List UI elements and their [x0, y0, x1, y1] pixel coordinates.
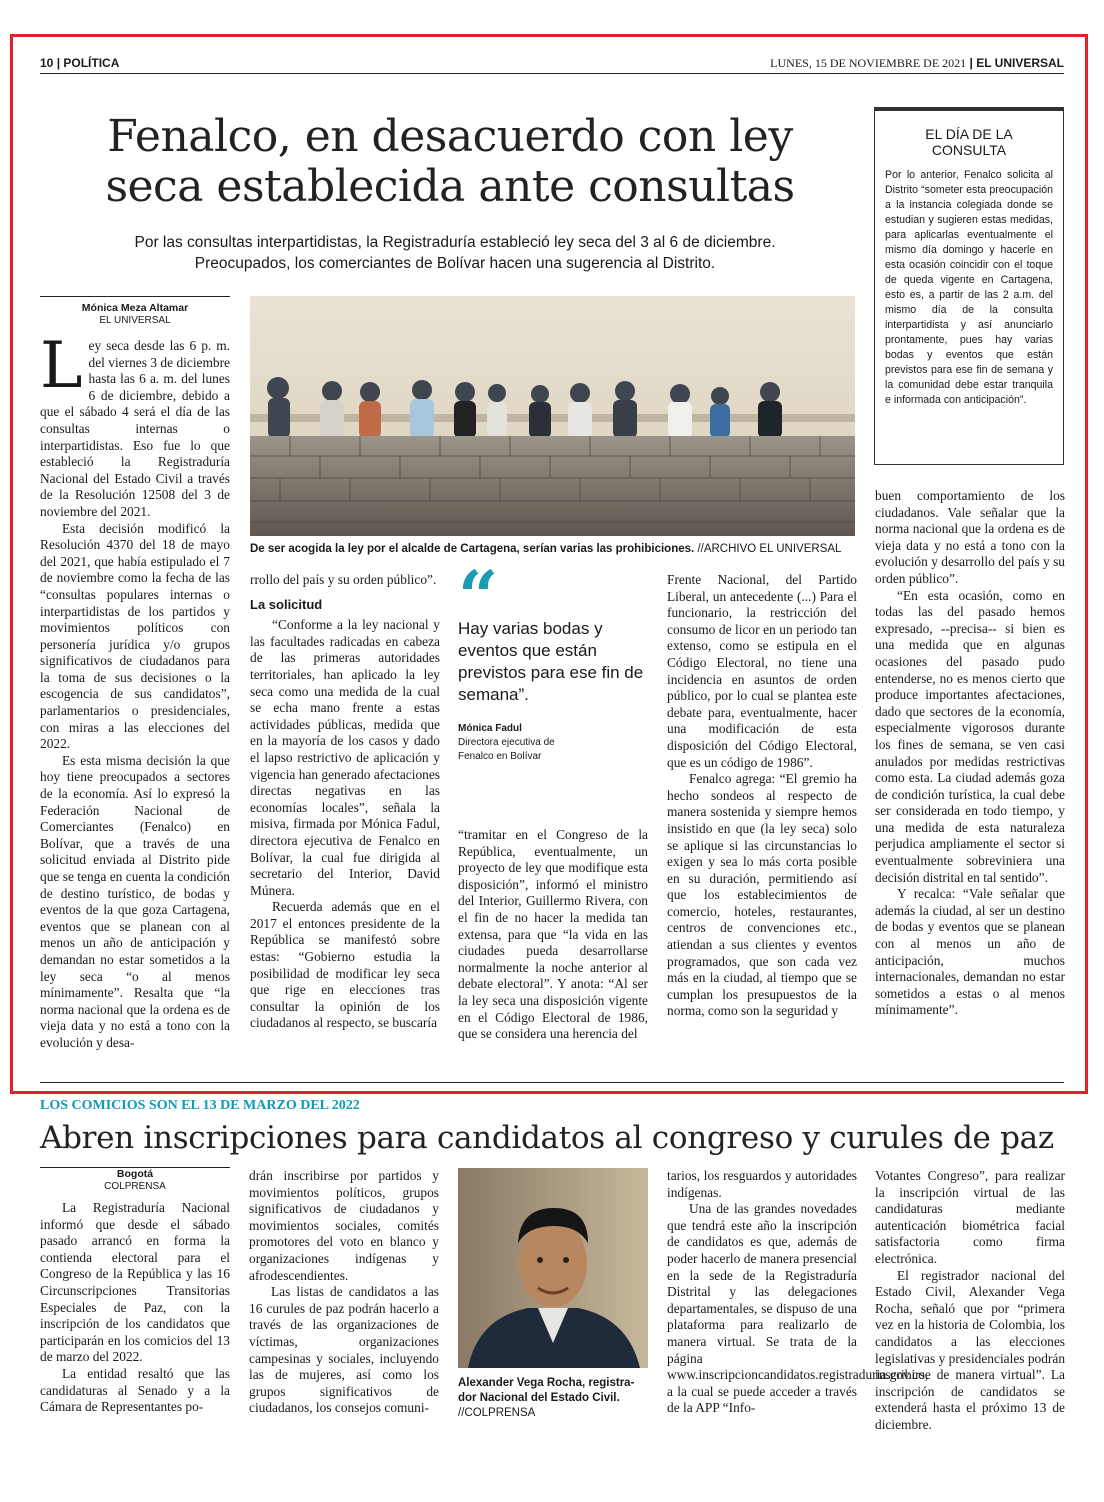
paragraph: Votantes Congreso”, para realizar la inscripción virtual de las candidaturas mediante autenticación biométrica facial satisfactoria como firma electrónica.	[875, 1168, 1065, 1266]
quote-mark-icon: “	[458, 555, 499, 638]
paragraph: Una de las grandes novedades que tendrá este año la inscripción de candidatos es que, además de poder hacerlo de manera presencial en la sede de la Registraduría Distrital y las delegaciones departamentales, se dispuso de una plataforma para realizarlo de manera virtual. Se trata de la página www.inscripcioncandidatos.registraduria.gov.co, a la cual se puede acceder a través de la APP “Info-	[667, 1201, 929, 1416]
caption-text: De ser acogida la ley por el alcalde de Cartagena, serían varias las prohibiciones.	[250, 543, 695, 555]
dateline: Bogotá	[116, 1168, 154, 1180]
drop-cap: L	[40, 329, 83, 403]
article-headline	[40, 112, 860, 212]
photo-credit: //ARCHIVO EL UNIVERSAL	[697, 543, 842, 555]
paragraph: “Conforme a la ley nacional y las facultades radicadas en cabeza de las primeras autoridades territoriales, han aplicado la ley seca como una medida de la cual se echa mano frente a estas actividades públicas, medida que en la mayoría de los casos y dado el lapso restrictivo de aplicación y vigencia han generado afectaciones directas negativas en las economías locales”, señala la misiva, firmada por Mónica Fadul, directora ejecutiva de Fenalco en Bolívar, la cual fue dirigida al secretario del Interior, David Múnera.	[250, 617, 440, 898]
paragraph: Las listas de candidatos a las 16 curules de paz podrán hacerlo a través de las organizaciones de víctimas, organizaciones campesinas y sociales, incluyendo las de mujeres, así como los grupos significativos de ciudadanos, los consejos comuni-	[249, 1284, 439, 1416]
byline-rule	[40, 296, 230, 297]
subheading: La solicitud	[250, 596, 323, 612]
sidebar-body: Por lo anterior, Fenalco solicita al Distrito “someter esta preocupación a la instancia colegiada donde se estudian y sugieren estas medidas, para aplicarlas eventualmente el mismo día domingo y hacerle en esta ocasión coincidir con el toque de queda vigente en Cartagena, esto es, a partir de las 2 a.m. del mismo día de la consulta interpartidista y así anunciarlo prontamente, pues hay varias bodas y eventos que están previstos para ese fin de semana y la comunidad debe estar tranquila e informada con anticipación”.	[885, 169, 1053, 406]
issue-date: LUNES, 15 DE NOVIEMBRE DE 2021	[770, 56, 967, 70]
dek-line-2: Preocupados, los comerciantes de Bolívar hacen una sugerencia al Distrito.	[194, 255, 716, 272]
paragraph: “tramitar en el Congreso de la República, eventualmente, un proyecto de ley que modifique esta disposición”, informó el ministro del Interior, Guillermo Rivera, con el fin de no hacer la medida tan extensa, para que “la vida en las ciudades pueda desarrollarse normalmente la noche anterior al debate electoral”. Y anota: “Al ser la ley seca una disposición vigente en el Código Electoral de 1986, que se considera una herencia del	[458, 827, 648, 1042]
running-header-right: LUNES, 15 DE NOVIEMBRE DE 2021 | EL UNIVERSAL	[770, 56, 1064, 70]
quote-role-2: Fenalco en Bolívar	[458, 751, 542, 762]
article-column-4	[667, 572, 857, 1020]
sidebar-box	[874, 107, 1064, 465]
running-header-left: 10 | POLÍTICA	[40, 56, 120, 70]
paragraph: Esta decisión modificó la Resolución 4370 del 18 de mayo del 2021, que había estipulado el 7 de noviembre como la fecha de las “consultas populares internas o interpartidistas de los partidos y movimientos políticos con personería jurídica y/o grupos significativos de ciudadanos para la toma de sus decisiones o la escogencia de sus candidatos”, parlamentarios o presidenciales, con miras a las elecciones del 2022.	[40, 520, 230, 752]
quote-role-1: Directora ejecutiva de	[458, 737, 555, 748]
paragraph: La Registraduría Nacional informó que desde el sábado pasado arrancó en forma la contienda electoral para el Congreso de la República y las 16 Circunscripciones Transitorias Especiales de Paz, con la inscripción de los candidatos que participarán en los comicios del 13 de marzo del 2022.	[40, 1200, 230, 1365]
quote-name: Mónica Fadul	[458, 723, 522, 734]
beach-wall-photo	[250, 296, 855, 536]
paragraph: Fenalco agrega: “El gremio ha hecho sondeos al respecto de manera sostenida y siempre hemos insistido en que (la ley seca) solo se aplique si las circunstancias lo exigen y sea lo más corta posible en su duración, permitiendo así que los establecimientos de comercio, hoteles, restaurantes, centros de convenciones etc., atiendan a sus clientes y eventos programados, que son cada vez más en la ciudad, al tiempo que se cumplan los presupuestos de la norma, como son la seguridad y	[667, 771, 857, 1019]
article2-headline: Abren inscripciones para candidatos al congreso y curules de paz	[40, 1120, 1054, 1156]
header-rule	[40, 73, 1064, 74]
paragraph: “En esta ocasión, como en todas las del pasado hemos expresado, --precisa-- si bien es una medida que en algunas ocasiones del pasado pudo entenderse, no es menos cierto que produce importantes afectaciones, dado que sectores de la economía, especialmente vigorosos durante los fines de semana, se ven casi anulados por medidas restrictivas como esta. La ciudad además goza de condición turística, la cual debe ser considerada en todo tiempo, y una medida de esta naturaleza perjudica ampliamente el sector si eventualmente sobreviniera una decisión distrital en tal sentido”.	[875, 587, 1065, 885]
paragraph: Y recalca: “Vale señalar que además la ciudad, al ser un destino de bodas y eventos que se planean con al menos un año de anticipación, muchos internacionales, demandan no estar sometidos a estas o al menos mínimamente”.	[875, 886, 1065, 1018]
article2-column-4	[667, 1168, 929, 1417]
byline-2	[40, 1168, 230, 1193]
page-number: 10	[40, 56, 54, 70]
paragraph: Frente Nacional, del Partido Liberal, un antecedente (...) Para el funcionario, la restricción del consumo de licor en un periodo tan extenso, como se estipula en el Código Electoral, no tiene una incidencia en asuntos de orden público, por lo cual se plantea este debate para, eventualmente, hacer una modificación de esta disposición del Código Electoral, que es un código de 1986”.	[667, 572, 857, 770]
pull-quote	[458, 555, 648, 764]
sidebar-title	[875, 126, 1063, 158]
sidebar-title-line-1: EL DÍA DE LA	[925, 126, 1013, 142]
article-dek	[40, 232, 870, 274]
dek-line-1: Por las consultas interpartidistas, la Registraduría estableció ley seca del 3 al 6 de diciembre.	[134, 234, 776, 251]
section-name: POLÍTICA	[63, 56, 120, 70]
quote-attribution	[458, 722, 648, 764]
paragraph: Es esta misma decisión la que hoy tiene preocupados a sectores de la economía. Así lo expresó la Federación Nacional de Comerciantes (Fenalco) en Bolívar, que a través de una solicitud enviada al Distrito pide que se tenga en cuenta la condición de destino turístico, de bodas y eventos de la que goza Cartagena, eventos que se planean con al menos un año de anticipación y demandan no estar sometidos a la ley seca “o al menos mínimamente”. Resalta que “la norma nacional que la ordena es de vieja data y no está a tono con la evolución y desa-	[40, 752, 230, 1050]
byline	[40, 302, 230, 327]
outlet: EL UNIVERSAL	[99, 315, 171, 326]
headline-line-2: seca establecida ante consultas	[105, 161, 795, 212]
portrait-caption	[458, 1376, 648, 1421]
newspaper-name: EL UNIVERSAL	[976, 56, 1064, 70]
sidebar-title-line-2: CONSULTA	[931, 142, 1007, 158]
paragraph: El registrador nacional del Estado Civil, Alexander Vega Rocha, señaló que por “primera vez en la historia de Colombia, los candidatos a las elecciones legislativas y presidenciales podrán inscribirse de manera virtual”. La inscripción de candidatos se extenderá hasta el próximo 13 de diciembre.	[875, 1267, 1066, 1432]
photo-illustration	[250, 296, 855, 536]
quote-text: Hay varias bodas y eventos que están previstos para ese fin de semana”.	[458, 619, 644, 704]
paragraph: Recuerda además que en el 2017 el entonces presidente de la República se manifestó sobre estas: “Gobierno estudia la posibilidad de modificar ley seca que rige en elecciones tras consultar la opinión de los ciudadanos al respecto, se buscaría	[250, 899, 440, 1031]
headline-line-1: Fenalco, en desacuerdo con ley	[107, 111, 793, 162]
caption-line-2: dor Nacional del Estado Civil.	[458, 1392, 620, 1404]
paragraph: La entidad resaltó que las candidaturas al Senado y a la Cámara de Representantes po-	[40, 1365, 230, 1415]
paragraph: drán inscribirse por partidos y movimientos políticos, grupos significativos de ciudadanos y movimientos sociales, comités promotores del voto en blanco y organizaciones indígenas y afrodescendientes.	[249, 1168, 439, 1283]
paragraph: ey seca desde las 6 p. m. del viernes 3 de diciembre hasta las 6 a. m. del lunes 6 de diciembre, debido a que el sábado 4 será el día de las consultas internas o interpartidistas. Eso fue lo que estableció la Registraduría Nacional del Estado Civil a través de la Resolución 12508 del 3 de noviembre del 2021.	[40, 338, 230, 519]
portrait-illustration	[458, 1168, 648, 1368]
article2-kicker: LOS COMICIOS SON EL 13 DE MARZO DEL 2022	[40, 1098, 360, 1113]
paragraph: rrollo del país y su orden público”.	[250, 572, 437, 587]
author: Mónica Meza Altamar	[81, 302, 189, 314]
section-divider	[40, 1082, 1064, 1083]
sidebar-top-bar	[875, 107, 1063, 111]
article-column-1	[40, 329, 230, 1052]
article2-column-2	[249, 1168, 439, 1417]
paragraph: tarios, los resguardos y autoridades indígenas.	[667, 1168, 857, 1200]
article-column-2	[250, 572, 440, 1032]
portrait-credit: //COLPRENSA	[458, 1407, 536, 1419]
paragraph: buen comportamiento de los ciudadanos. Vale señalar que la norma nacional que la ordena es de vieja data y no está a tono con la evolución y desarrollo del país y su orden público”.	[875, 488, 1065, 586]
agency: COLPRENSA	[104, 1181, 166, 1192]
article2-column-1	[40, 1200, 230, 1416]
article-column-3	[458, 827, 648, 1043]
caption-line-1: Alexander Vega Rocha, registra-	[458, 1377, 635, 1389]
photo-caption	[250, 543, 860, 555]
article-column-5	[875, 488, 1065, 1019]
portrait-photo	[458, 1168, 648, 1368]
article2-column-5	[875, 1168, 1065, 1434]
